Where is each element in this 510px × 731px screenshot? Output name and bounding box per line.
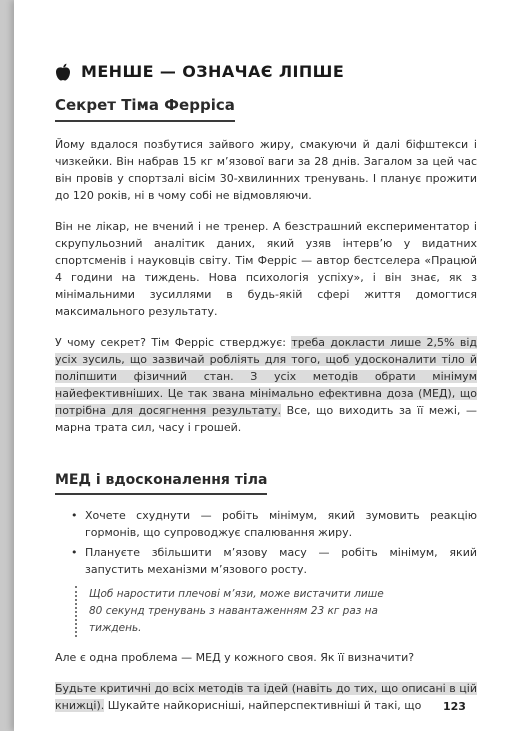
chapter-header [55, 62, 477, 81]
page-content [55, 62, 477, 728]
apple-icon [55, 63, 71, 81]
paragraph-3-start: У чому секрет? Тім Ферріс стверджує: [55, 336, 292, 349]
paragraph-5-highlight: Будьте критичні до всіх методів та ідей (навіть до тих, що описані в цій книжці). [55, 682, 477, 712]
italic-note: Щоб наростити плечові м’язи, може вистачити лише 80 секунд тренувань з навантаженням 23 кг раз на тиждень. [75, 586, 389, 637]
paragraph-3-end: Все, що виходить за її межі, — марна трата сил, часу і грошей. [55, 404, 477, 434]
paragraph-1: Йому вдалося позбутися зайвого жиру, смакуючи й далі біфштекси і чизкейки. Він набрав 15 кг м’язової ваги за 28 днів. Загалом за цей час він провів у спортзалі вісім 30-хвилинних тренувань. І планує прожити до 120 років, ні в чому собі не відмовляючи. [55, 138, 477, 202]
page-number: 123 [443, 700, 466, 713]
paragraph-5-end: Шукайте найкорисніші, найперспективніші й такі, що [104, 699, 422, 712]
section-title-secret: Секрет Тіма Ферріса [55, 96, 235, 122]
bullet-list [55, 507, 477, 578]
section-title-med: МЕД і вдосконалення тіла [55, 472, 267, 495]
list-item: • Хочете схуднути — робіть мінімум, який зумовить реакцію гормонів, що супроводжує спалювання жиру. [85, 507, 477, 541]
chapter-title: МЕНШЕ — ОЗНАЧАЄ ЛІПШЕ [81, 62, 345, 81]
book-page [14, 0, 510, 731]
paragraph-2: Він не лікар, не вчений і не тренер. А безстрашний експериментатор і скрупульозний аналітик даних, який узяв інтерв’ю у видатних спортсменів і науковців світу. Тім Ферріс — автор бестселера «Працюй 4 години на тиждень. Нова психологія успіху», і він знає, як з мінімальними зусиллями в будь-якій сфері життя домогтися максимального результату. [55, 220, 477, 318]
paragraph-4: Але є одна проблема — МЕД у кожного своя. Як її визначити? [55, 651, 415, 664]
paragraph-3-highlight: треба докласти лише 2,5% від усіх зусиль, що зазвичай робліять для того, щоб удосконалити тіло й поліпшити фізичний стан. З усіх методів обрати мінімум найефективніших. Це так звана мінімально ефективна доза (МЕД), що потрібна для досягнення результату. [55, 336, 477, 417]
list-item: • Плануєте збільшити м’язову масу — робіть мінімум, який запустить механізми м’язового росту. [85, 544, 477, 578]
paragraph-5 [55, 680, 477, 714]
paragraph-3 [55, 334, 477, 436]
